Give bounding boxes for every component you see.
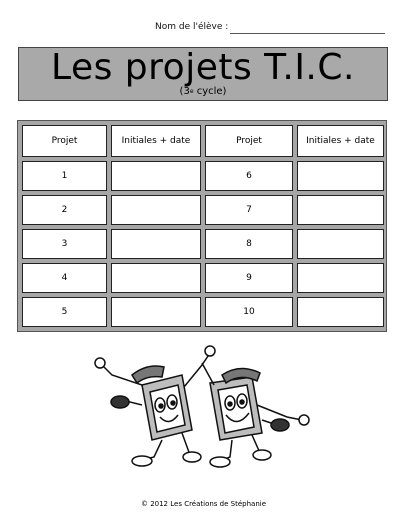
initials-date-field[interactable]	[111, 263, 201, 293]
project-number: 10	[205, 297, 293, 327]
cycle-prefix: (3	[179, 86, 190, 97]
project-number: 6	[205, 161, 293, 191]
initials-date-field[interactable]	[297, 161, 384, 191]
left-computer-icon	[95, 346, 215, 466]
header-projet-left: Projet	[22, 125, 107, 157]
right-computer-icon	[202, 363, 309, 467]
header-initiales-left: Initiales + date	[111, 125, 201, 157]
project-number: 1	[22, 161, 107, 191]
project-number: 3	[22, 229, 107, 259]
header-initiales-right: Initiales + date	[297, 125, 384, 157]
header-projet-right: Projet	[205, 125, 293, 157]
project-number: 9	[205, 263, 293, 293]
initials-date-field[interactable]	[297, 195, 384, 225]
cycle-sup: e	[189, 88, 194, 95]
project-number: 7	[205, 195, 293, 225]
student-name-label: Nom de l'élève :	[155, 22, 229, 32]
student-name-line[interactable]	[230, 33, 385, 34]
initials-date-field[interactable]	[297, 297, 384, 327]
initials-date-field[interactable]	[297, 229, 384, 259]
initials-date-field[interactable]	[111, 297, 201, 327]
project-number: 8	[205, 229, 293, 259]
cycle-suffix: cycle)	[193, 86, 227, 97]
title-banner	[18, 47, 388, 101]
initials-date-field[interactable]	[297, 263, 384, 293]
dancing-computers-illustration	[92, 345, 317, 470]
page-title: Les projets T.I.C.	[51, 47, 355, 88]
initials-date-field[interactable]	[111, 195, 201, 225]
page-subtitle	[19, 86, 387, 98]
project-number: 4	[22, 263, 107, 293]
projects-table	[17, 120, 387, 332]
initials-date-field[interactable]	[111, 161, 201, 191]
copyright-footer: © 2012 Les Créations de Stéphanie	[140, 500, 267, 508]
project-number: 5	[22, 297, 107, 327]
project-number: 2	[22, 195, 107, 225]
initials-date-field[interactable]	[111, 229, 201, 259]
